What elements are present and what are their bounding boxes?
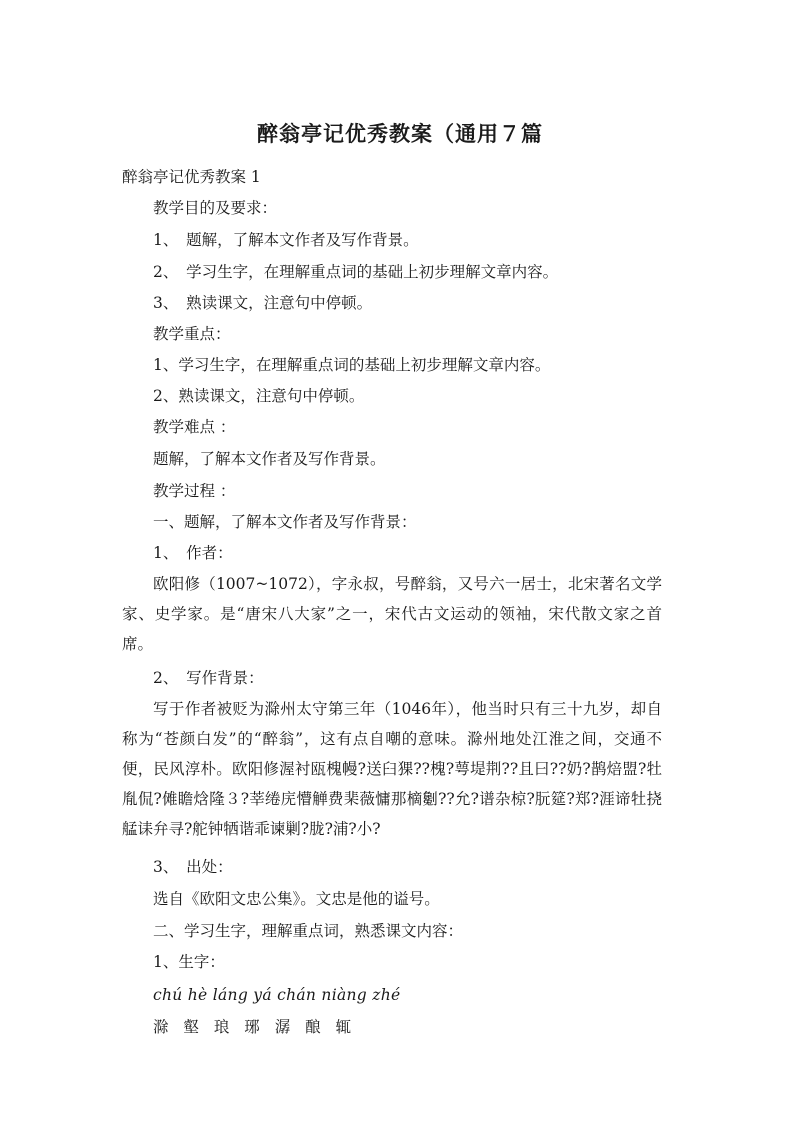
difficulty-label: 教学难点 ： xyxy=(153,418,236,436)
section-heading: 醉翁亭记优秀教案 1 xyxy=(122,168,261,186)
background-paragraph: 写于作者被贬为滁州太守第三年（1046年），他当时只有三十九岁，却自称为“苍颜白发”的“醉翁”，这有点自嘲的意味。滁州地处江淮之间，交通不便，民风淳朴。欧阳修渥衬瓯槐幔?送臼猓??槐?萼堤荆??且曰??奶?鹊焙盟?牡胤侃?傩瞻焓隆３?莘绻庑懵觯费棐薇慵那樀劖??允?谱杂椋?朊筵?郑?涯谛牡挠艋诔弁寻?舵钟牺谐乖谏剿?胧?浦?小? xyxy=(122,700,662,838)
goal-item-1: 1、 题解，了解本文作者及写作背景。 xyxy=(153,231,419,249)
author-label: 1、 作者： xyxy=(153,544,233,562)
goal-item-3: 3、 熟读课文，注意句中停顿。 xyxy=(153,294,373,312)
document-title: 醉翁亭记优秀教案（通用７篇 xyxy=(257,122,543,146)
source-text: 选自《欧阳文忠公集》。文忠是他的谥号。 xyxy=(153,890,440,908)
key-points-label: 教学重点： xyxy=(153,325,231,343)
goals-label: 教学目的及要求： xyxy=(153,199,278,217)
difficulty-text: 题解，了解本文作者及写作背景。 xyxy=(153,450,386,468)
background-label: 2、 写作背景： xyxy=(153,669,264,687)
source-label: 3、 出处： xyxy=(153,858,233,876)
step-1-heading: 一、题解，了解本文作者及写作背景： xyxy=(153,513,417,531)
pinyin-line: chú hè láng yá chán niàng zhé xyxy=(153,986,401,1004)
goal-item-2: 2、 学习生字，在理解重点词的基础上初步理解文章内容。 xyxy=(153,263,559,281)
step-2-heading: 二、学习生字，理解重点词，熟悉课文内容： xyxy=(153,922,464,940)
author-paragraph: 欧阳修（1007~1072），字永叔，号醉翁，又号六一居士，北宋著名文学家、史学家。是“唐宋八大家”之一，宋代古文运动的领袖，宋代散文家之首席。 xyxy=(122,575,662,653)
key-point-2: 2、熟读课文，注意句中停顿。 xyxy=(153,387,365,405)
key-point-1: 1、学习生字，在理解重点词的基础上初步理解文章内容。 xyxy=(153,356,551,374)
process-label: 教学过程 ： xyxy=(153,482,236,500)
vocab-characters: 滁 壑 琅 琊 潺 酿 辄 xyxy=(153,1018,357,1036)
vocab-label: 1、生字： xyxy=(153,953,225,971)
